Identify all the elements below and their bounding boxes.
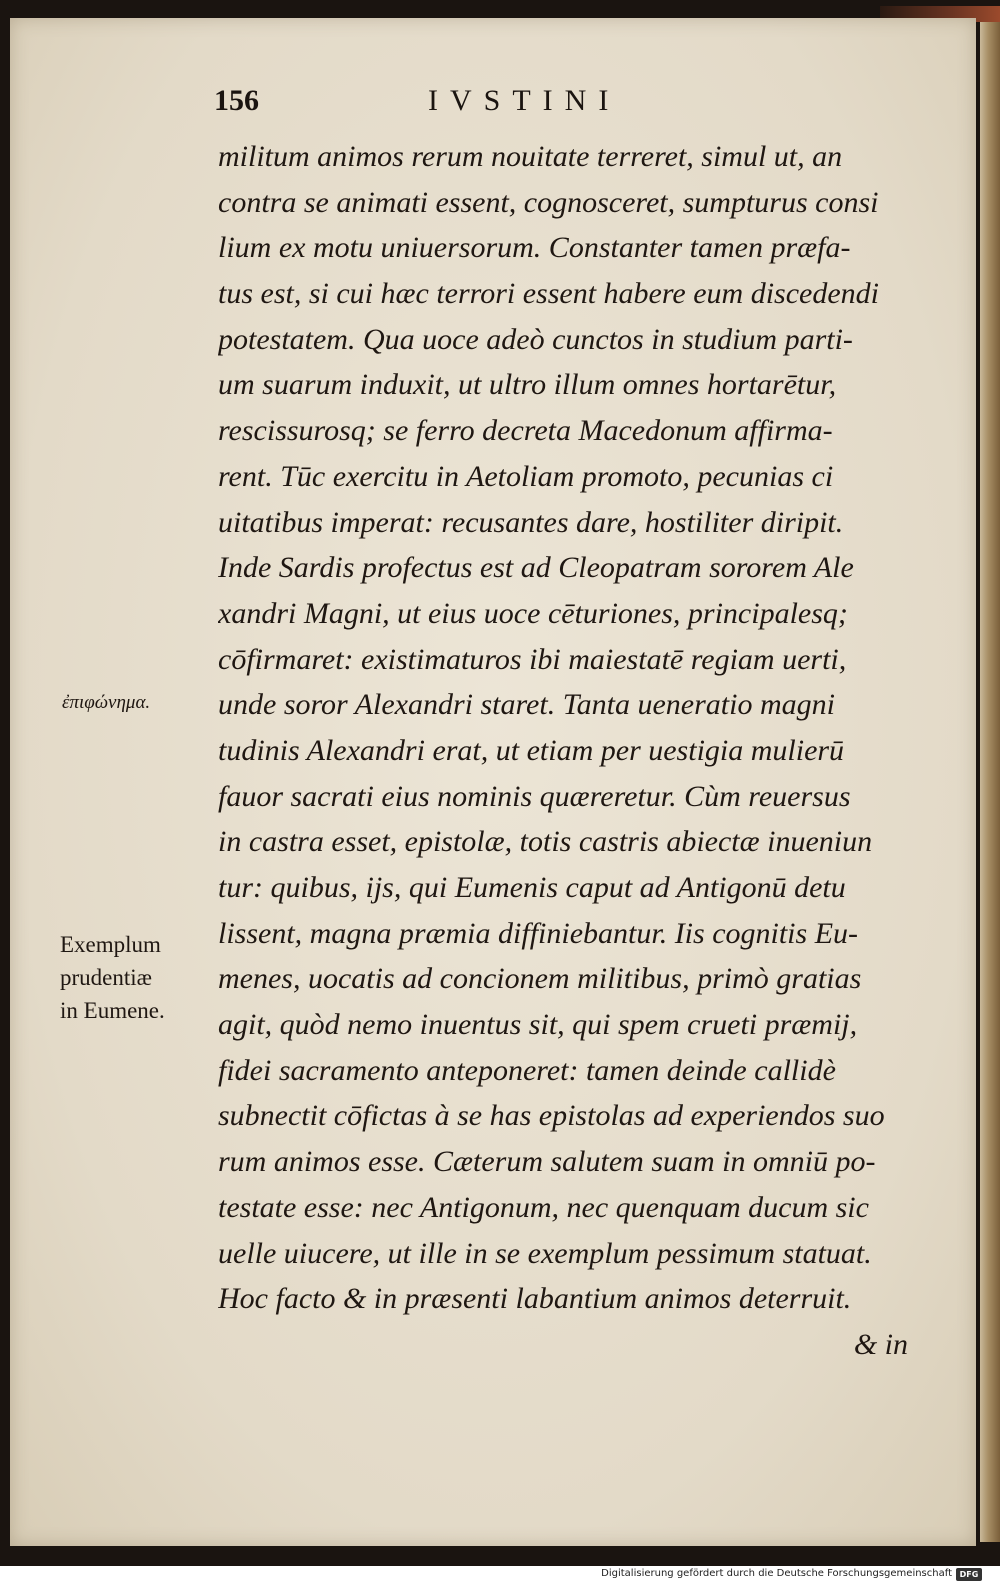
- margin-greek-note: ἐπιφώνημα.: [62, 692, 151, 713]
- page-header: [214, 84, 734, 124]
- margin-note-line: prudentiæ: [60, 965, 152, 990]
- text-line: Hoc facto & in præsenti labantium animos deterruit.: [218, 1282, 852, 1316]
- catchword: & in: [853, 1327, 908, 1361]
- text-line: xandri Magni, ut eius uoce cēturiones, principalesq;: [218, 596, 848, 630]
- text-line: tur: quibus, ijs, qui Eumenis caput ad Antigonū detu: [218, 871, 846, 904]
- text-line: fidei sacramento anteponeret: tamen deinde callidè: [218, 1053, 836, 1087]
- text-line: unde soror Alexandri staret. Tanta ueneratio magni: [218, 688, 835, 722]
- margin-note: [60, 928, 220, 1027]
- text-line: contra se animati essent, cognosceret, sumpturus consi: [218, 185, 879, 219]
- text-line: rent. Tūc exercitu in Aetoliam promoto, pecunias ci: [218, 459, 834, 493]
- footer-credit: Digitalisierung gefördert durch die Deutsche Forschungsgemeinschaft: [601, 1568, 952, 1579]
- text-line: tus est, si cui hæc terrori essent habere eum discedendi: [218, 277, 879, 311]
- text-line: lium ex motu uniuersorum. Constanter tamen præfa-: [218, 231, 851, 265]
- text-line: fauor sacrati eius nominis quæreretur. Cùm reuersus: [218, 779, 851, 813]
- text-line: uitatibus imperat: recusantes dare, hostiliter diripit.: [218, 505, 844, 539]
- running-head: IVSTINI: [428, 84, 621, 117]
- text-line: testate esse: nec Antigonum, nec quenquam ducum sic: [218, 1190, 869, 1224]
- text-line: subnectit cōfictas à se has epistolas ad experiendos suo: [218, 1099, 885, 1133]
- dfg-logo: DFG: [956, 1568, 982, 1581]
- text-line: militum animos rerum nouitate terreret, simul ut, an: [218, 140, 843, 173]
- digitization-footer: [0, 1566, 1000, 1584]
- text-line: menes, uocatis ad concionem militibus, primò gratias: [218, 962, 862, 996]
- body-text: [218, 134, 936, 1368]
- text-line: rescissurosq; se ferro decreta Macedonum affirma-: [218, 414, 833, 448]
- text-line: Inde Sardis profectus est ad Cleopatram sororem Ale: [218, 551, 854, 585]
- page-number: 156: [214, 84, 259, 117]
- text-line: lissent, magna præmia diffiniebantur. Iis cognitis Eu-: [218, 916, 859, 950]
- text-line: cōfirmaret: existimaturos ibi maiestatē regiam uerti,: [218, 642, 847, 676]
- text-line: in castra esset, epistolæ, totis castris abiectæ inueniun: [218, 825, 873, 859]
- text-line: rum animos esse. Cæterum salutem suam in omniū po-: [218, 1145, 876, 1179]
- text-line: um suarum induxit, ut ultro illum omnes hortarētur,: [218, 368, 837, 402]
- margin-note-line: in Eumene.: [60, 998, 165, 1023]
- text-line: uelle uiucere, ut ille in se exemplum pessimum statuat.: [218, 1236, 872, 1270]
- text-line: potestatem. Qua uoce adeò cunctos in studium parti-: [218, 322, 853, 356]
- margin-note-line: Exemplum: [60, 932, 161, 957]
- text-line: agit, quòd nemo inuentus sit, qui spem crueti præmij,: [218, 1008, 858, 1042]
- book-page-edge: [980, 22, 1000, 1542]
- text-line: tudinis Alexandri erat, ut etiam per uestigia mulierū: [218, 733, 845, 767]
